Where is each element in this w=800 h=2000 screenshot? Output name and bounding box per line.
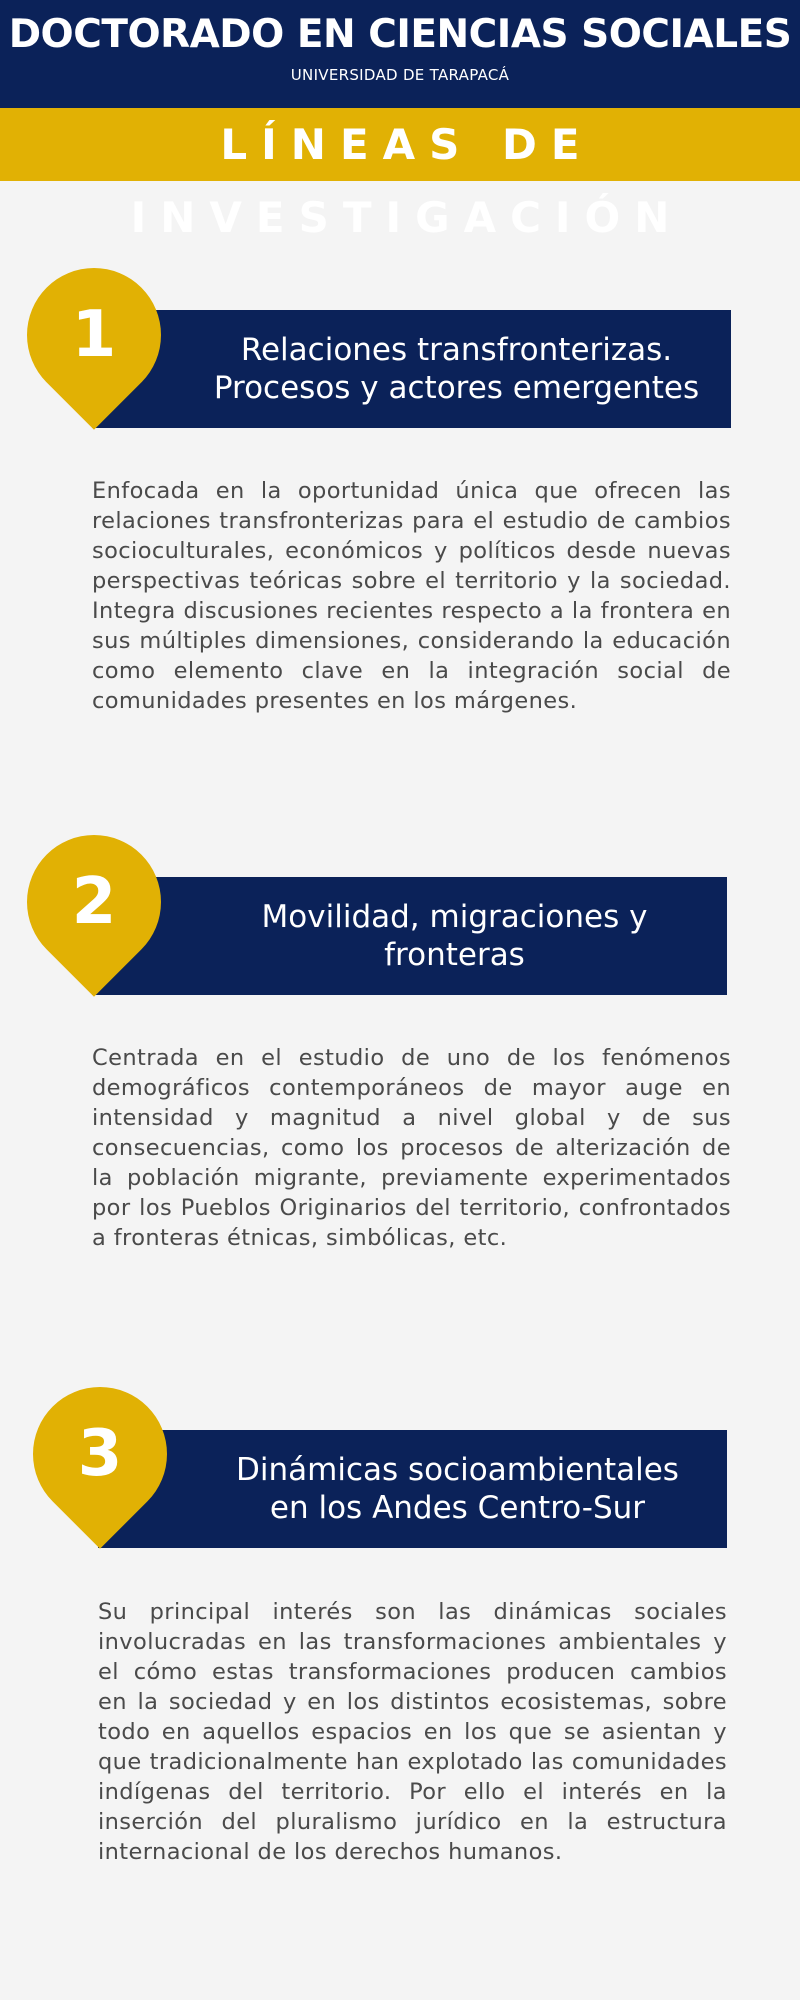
research-line-2-number: 2	[71, 865, 117, 939]
research-line-3-title-line2: en los Andes Centro-Sur	[269, 1490, 646, 1526]
research-line-2-description: Centrada en el estudio de uno de los fenómenos demográficos contemporáneos de mayor auge en intensidad y magnitud a nivel global y de sus consecuencias, como los procesos de alterización de la población migrante, previamente experimentados por los Pueblos Originarios del territorio, confrontados a fronteras étnicas, simbólicas, etc.	[92, 1045, 731, 1251]
page-title: DOCTORADO EN CIENCIAS SOCIALES	[8, 12, 792, 57]
research-line-3-title-bar	[98, 1430, 727, 1548]
research-line-1-number: 1	[71, 298, 117, 372]
section-banner-title: LÍNEAS DE INVESTIGACIÓN	[130, 120, 684, 242]
research-line-2-title-bar	[92, 877, 727, 995]
research-line-1-title-bar	[92, 310, 731, 428]
research-line-3-title-line1: Dinámicas socioambientales	[236, 1452, 679, 1488]
research-line-1-title-line1: Relaciones transfronterizas.	[240, 332, 673, 368]
research-line-2-title-line2: fronteras	[384, 937, 525, 973]
research-line-2-title-line1: Movilidad, migraciones y	[261, 899, 648, 935]
research-line-3-number: 3	[77, 1417, 123, 1491]
header	[0, 0, 800, 108]
research-line-1-description: Enfocada en la oportunidad única que ofrecen las relaciones transfronterizas para el estudio de cambios socioculturales, económicos y políticos desde nuevas perspectivas teóricas sobre el territorio y la sociedad. Integra discusiones recientes respecto a la frontera en sus múltiples dimensiones, considerando la educación como elemento clave en la integración social de comunidades presentes en los márgenes.	[92, 478, 731, 714]
university-name: UNIVERSIDAD DE TARAPACÁ	[290, 66, 510, 84]
research-line-1-title-line2: Procesos y actores emergentes	[213, 370, 700, 406]
section-banner	[0, 108, 800, 242]
research-line-3-description: Su principal interés son las dinámicas sociales involucradas en las transformaciones ambientales y el cómo estas transformaciones producen cambios en la sociedad y en los distintos ecosistemas, sobre todo en aquellos espacios en los que se asientan y que tradicionalmente han explotado las comunidades indígenas del territorio. Por ello el interés en la inserción del pluralismo jurídico en la estructura internacional de los derechos humanos.	[98, 1599, 727, 1865]
